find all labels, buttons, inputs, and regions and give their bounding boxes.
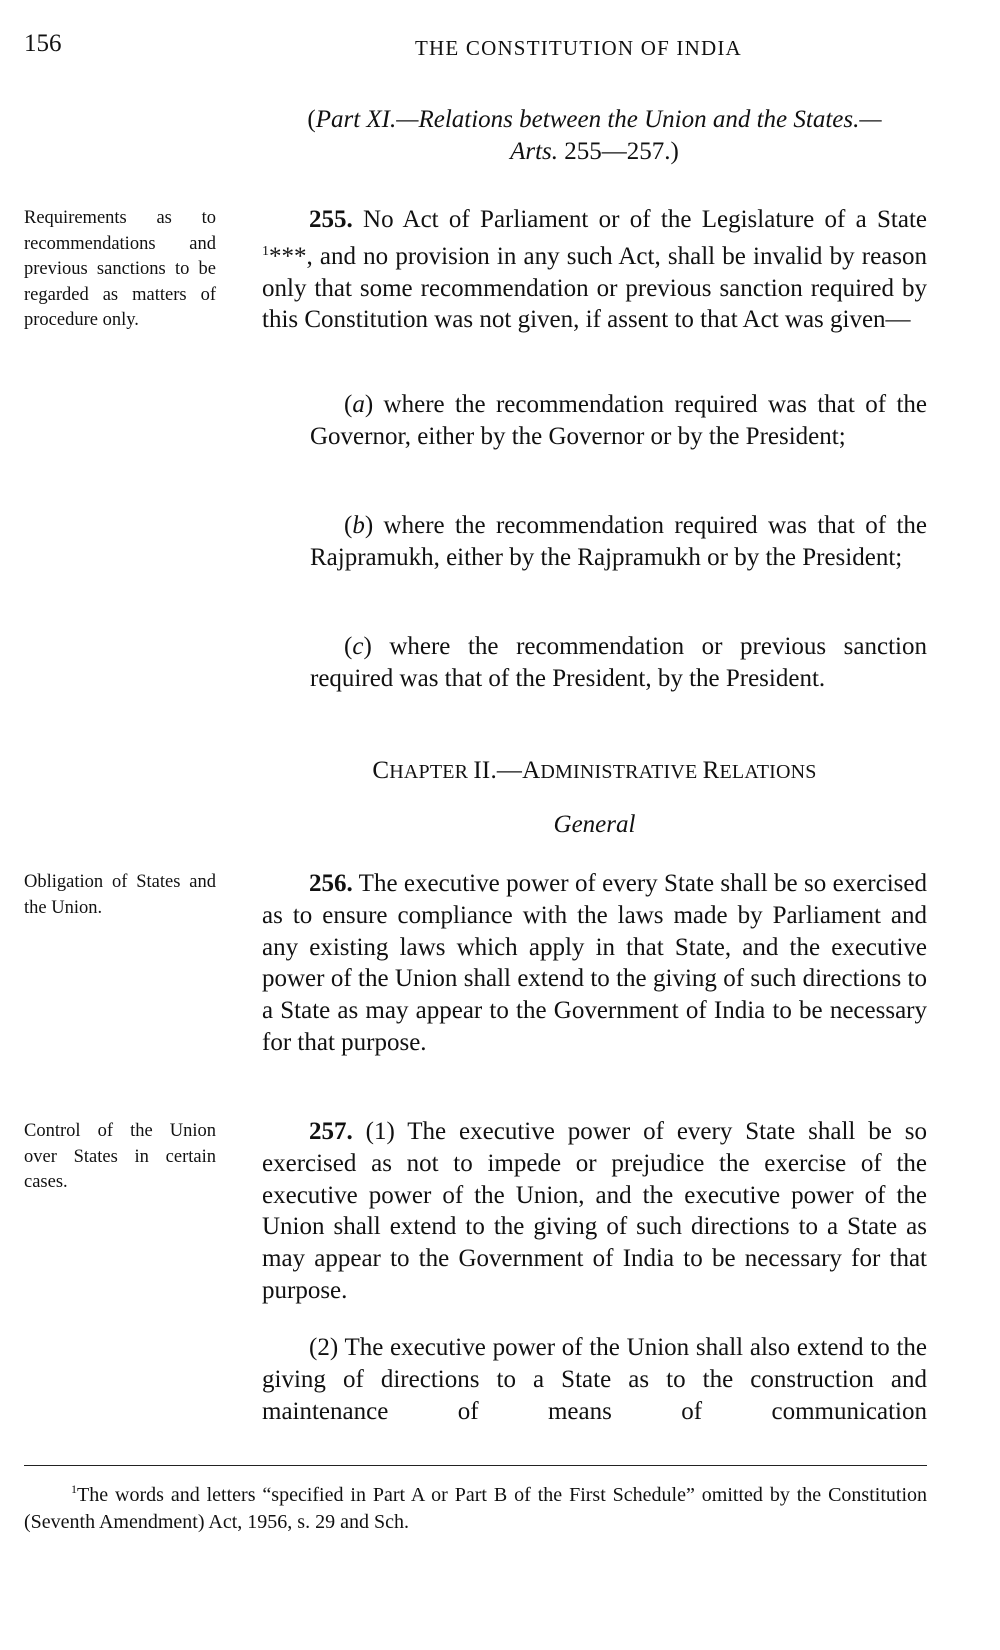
clause-a-text: where the recommendation required was that of the Governor, either by the Governor or by the President; bbox=[310, 391, 927, 450]
clause-label-a: a bbox=[352, 391, 365, 418]
clause-c-text: where the recommendation or previous sanction required was that of the President, by the President. bbox=[310, 633, 927, 692]
clause-label-b: b bbox=[352, 512, 365, 539]
article-255-clause-b: (b) where the recommendation required was that of the Rajpramukh, either by the Rajpramukh or by the President; bbox=[310, 512, 927, 571]
page-number: 156 bbox=[24, 30, 62, 57]
footnote bbox=[24, 1476, 927, 1536]
part-heading-arts-range: 255—257.) bbox=[558, 138, 679, 165]
margin-note-article-255: Requirements as to recommendations and previous sanctions to be regarded as matters of procedure only. bbox=[24, 208, 216, 330]
part-heading bbox=[262, 104, 927, 168]
part-heading-arts-label: Arts. bbox=[510, 138, 559, 165]
footnote-marker: 1 bbox=[71, 1482, 77, 1496]
article-256-body bbox=[262, 868, 927, 1059]
margin-note-article-256: Obligation of States and the Union. bbox=[24, 872, 216, 918]
part-heading-open-paren: ( bbox=[307, 106, 316, 133]
footnote-divider bbox=[24, 1465, 927, 1466]
margin-note-article-257: Control of the Union over States in certain cases. bbox=[24, 1121, 216, 1192]
article-255-clause-a: (a) where the recommendation required was that of the Governor, either by the Governor or by the President; bbox=[310, 391, 927, 450]
clause-label-c: c bbox=[352, 633, 364, 660]
article-255-clause-c: (c) where the recommendation or previous sanction required was that of the President, by the President. bbox=[310, 633, 927, 692]
article-255-number: 255. bbox=[309, 206, 353, 233]
article-255-body bbox=[262, 204, 927, 336]
article-255-text-a: No Act of Parliament or of the Legislature of a State bbox=[352, 206, 927, 233]
footnote-text: The words and letters “specified in Part A or Part B of the First Schedule” omitted by the Constitution (Seventh Amendment) Act, 1956, s. 29 and Sch. bbox=[24, 1484, 927, 1533]
article-257-clause-2-text: (2) The executive power of the Union shall also extend to the giving of directions to a State as to the construction and maintenance of means of communication bbox=[262, 1334, 927, 1425]
sub-heading-general: General bbox=[553, 811, 636, 838]
article-257-clause-2 bbox=[262, 1332, 927, 1427]
article-256-text: The executive power of every State shall be so exercised as to ensure compliance with the laws made by Parliament and any existing laws which apply in that State, and the executive power of the Union shall extend to the giving of such directions to a State as may appear to the Government of India to be necessary for that purpose. bbox=[262, 870, 927, 1056]
part-heading-text: Part XI.—Relations between the Union and the States.— bbox=[315, 106, 882, 133]
footnote-reference: 1 bbox=[262, 243, 269, 259]
clause-b-text: where the recommendation required was that of the Rajpramukh, either by the Rajpramukh or by the President; bbox=[310, 512, 927, 571]
running-title: THE CONSTITUTION OF INDIA bbox=[415, 36, 742, 60]
article-257-clause-1 bbox=[262, 1116, 927, 1307]
article-257-number: 257. bbox=[309, 1118, 353, 1145]
article-255-text-b: ***, and no provision in any such Act, shall be invalid by reason only that some recommendation or previous sanction required by this Constitution was not given, if assent to that Act was given— bbox=[262, 242, 927, 334]
article-256-number: 256. bbox=[309, 870, 353, 897]
chapter-heading: CHAPTER II.—ADMINISTRATIVE RELATIONS bbox=[372, 757, 817, 784]
article-257-clause-1-text: (1) The executive power of every State shall be so exercised as not to impede or prejudice the exercise of the executive power of the Union, and the executive power of the Union shall extend to the giving of such directions to a State as may appear to the Government of India to be necessary for that purpose. bbox=[262, 1118, 927, 1304]
